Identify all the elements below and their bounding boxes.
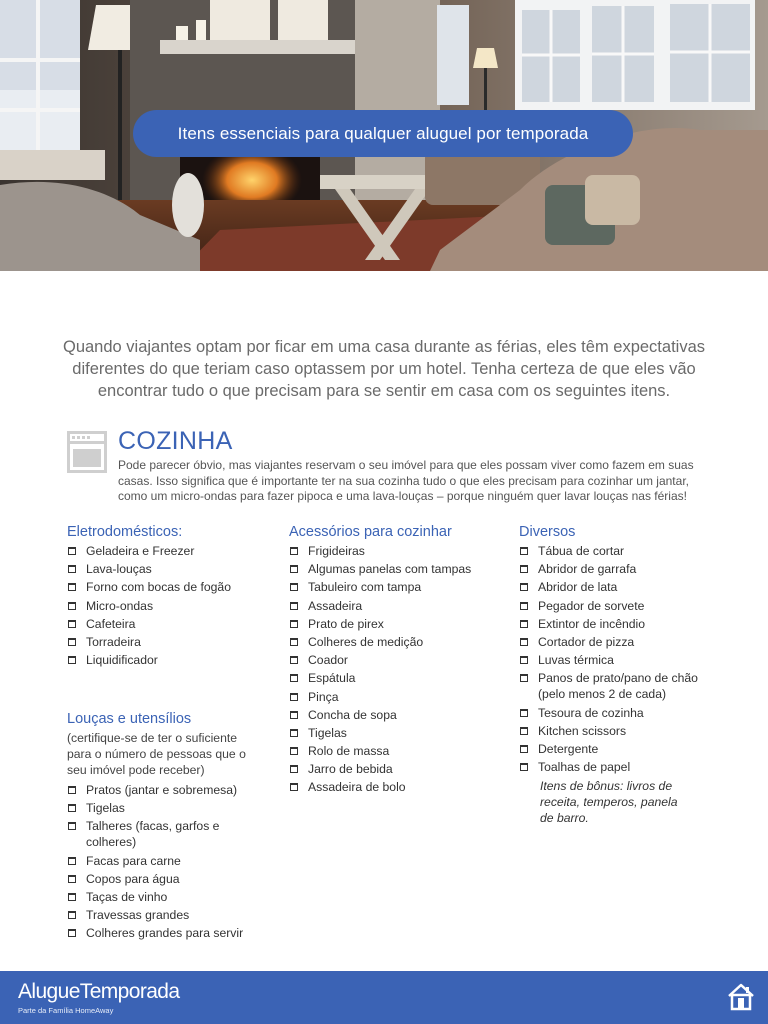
checklist-item: Liquidificador (67, 652, 267, 668)
checklist-item: Abridor de garrafa (519, 561, 719, 577)
checkbox-icon (520, 638, 528, 646)
footer-bar (0, 971, 768, 1024)
checklist-item: Cafeteira (67, 616, 267, 632)
checkbox-icon (68, 786, 76, 794)
checkbox-icon (290, 620, 298, 628)
checkbox-icon (68, 638, 76, 646)
list-loucas-utensilios (67, 711, 257, 944)
checkbox-icon (68, 656, 76, 664)
checklist-item: Coador (289, 652, 509, 668)
checklist-item: Extintor de incêndio (519, 616, 719, 632)
checklist-item: Espátula (289, 670, 509, 686)
checklist-item: Luvas térmica (519, 652, 719, 668)
checkbox-icon (520, 709, 528, 717)
intro-text: Quando viajantes optam por ficar em uma casa durante as férias, eles têm expectativas diferentes do que teriam caso optassem por um hotel. Tenha certeza de que eles vão encontrar tudo o que precisam para se sentir em casa com os seguintes itens. (63, 337, 705, 400)
checkbox-icon (68, 929, 76, 937)
checklist-item: Tabuleiro com tampa (289, 579, 509, 595)
list-diversos (519, 524, 719, 826)
checkbox-icon (290, 765, 298, 773)
checklist-item: Cortador de pizza (519, 634, 719, 650)
checklist-item: Pinça (289, 689, 509, 705)
checkbox-icon (520, 547, 528, 555)
checkbox-icon (68, 620, 76, 628)
house-logo-icon (726, 982, 756, 1012)
category-note: (certifique-se de ter o suficiente para o número de pessoas que o seu imóvel pode receber) (67, 731, 246, 777)
checklist-item: Tesoura de cozinha (519, 705, 719, 721)
checkbox-icon (290, 729, 298, 737)
checkbox-icon (520, 674, 528, 682)
checkbox-icon (290, 638, 298, 646)
checkbox-icon (68, 547, 76, 555)
checklist-item: Colheres grandes para servir (67, 925, 257, 941)
category-heading: Louças e utensílios (67, 711, 192, 727)
checklist-item: Pratos (jantar e sobremesa) (67, 782, 257, 798)
checkbox-icon (520, 763, 528, 771)
checklist-item: Kitchen scissors (519, 723, 719, 739)
checklist-item: Geladeira e Freezer (67, 543, 267, 559)
checkbox-icon (290, 565, 298, 573)
category-heading: Acessórios para cozinhar (289, 524, 452, 540)
checkbox-icon (520, 565, 528, 573)
checkbox-icon (520, 602, 528, 610)
checkbox-icon (520, 583, 528, 591)
checklist-item: Pegador de sorvete (519, 598, 719, 614)
checklist-item: Rolo de massa (289, 743, 509, 759)
section-description: Pode parecer óbvio, mas viajantes reservam o seu imóvel para que eles possam viver como fazem em suas casas. Isso significa que é importante ter na sua cozinha tudo o que eles precisam para cozinhar um jantar, como um micro-ondas para fazer pipoca e uma lava-louças – porque ninguém quer lavar louças nas férias! (118, 458, 694, 503)
checkbox-icon (68, 602, 76, 610)
checkbox-icon (290, 711, 298, 719)
checklist-item: Talheres (facas, garfos e colheres) (67, 818, 236, 850)
checklist-item: Assadeira de bolo (289, 779, 509, 795)
list-eletrodomesticos (67, 524, 267, 670)
checkbox-icon (68, 822, 76, 830)
checklist-item: Assadeira (289, 598, 509, 614)
category-heading: Diversos (519, 524, 576, 540)
checkbox-icon (520, 620, 528, 628)
checklist-item: Abridor de lata (519, 579, 719, 595)
checklist-item: Tigelas (289, 725, 509, 741)
checkbox-icon (68, 857, 76, 865)
checkbox-icon (290, 747, 298, 755)
checklist-item: Lava-louças (67, 561, 267, 577)
checklist-item: Frigideiras (289, 543, 509, 559)
checklist-item: Algumas panelas com tampas (289, 561, 509, 577)
list-acessorios-cozinhar (289, 524, 509, 798)
checkbox-icon (68, 804, 76, 812)
checklist-item: Jarro de bebida (289, 761, 509, 777)
checkbox-icon (290, 783, 298, 791)
checklist-item: Toalhas de papel (519, 759, 719, 775)
checklist-item: Concha de sopa (289, 707, 509, 723)
checkbox-icon (290, 602, 298, 610)
brand-tagline: Parte da Família HomeAway (18, 1006, 114, 1015)
checkbox-icon (290, 583, 298, 591)
checklist-item: Facas para carne (67, 853, 257, 869)
category-heading: Eletrodomésticos: (67, 524, 183, 540)
checklist-item: Colheres de medição (289, 634, 509, 650)
checklist-item: Micro-ondas (67, 598, 267, 614)
checkbox-icon (68, 875, 76, 883)
hero-image (0, 0, 768, 271)
checklist-item: Copos para água (67, 871, 257, 887)
checkbox-icon (290, 547, 298, 555)
checkbox-icon (290, 674, 298, 682)
brand-logo-text[interactable]: AlugueTemporada (18, 980, 180, 1003)
section-title: COZINHA (118, 427, 233, 455)
hero-banner-title: Itens essenciais para qualquer aluguel por temporada (133, 110, 633, 157)
checklist-item: Taças de vinho (67, 889, 257, 905)
checklist-item: Panos de prato/pano de chão (pelo menos 2 de cada) (519, 670, 718, 702)
checklist-item: Tábua de cortar (519, 543, 719, 559)
checklist-item: Torradeira (67, 634, 267, 650)
bonus-items-note: Itens de bônus: livros de receita, temperos, panela de barro. (540, 779, 678, 826)
checkbox-icon (68, 911, 76, 919)
checkbox-icon (68, 583, 76, 591)
checkbox-icon (520, 745, 528, 753)
checkbox-icon (290, 693, 298, 701)
checklist-item: Forno com bocas de fogão (67, 579, 267, 595)
checkbox-icon (520, 656, 528, 664)
checkbox-icon (520, 727, 528, 735)
checklist-item: Tigelas (67, 800, 257, 816)
checklist-item: Prato de pirex (289, 616, 509, 632)
checklist-item: Travessas grandes (67, 907, 257, 923)
checkbox-icon (290, 656, 298, 664)
checkbox-icon (68, 893, 76, 901)
checkbox-icon (68, 565, 76, 573)
checklist-item: Detergente (519, 741, 719, 757)
oven-icon (67, 431, 107, 473)
